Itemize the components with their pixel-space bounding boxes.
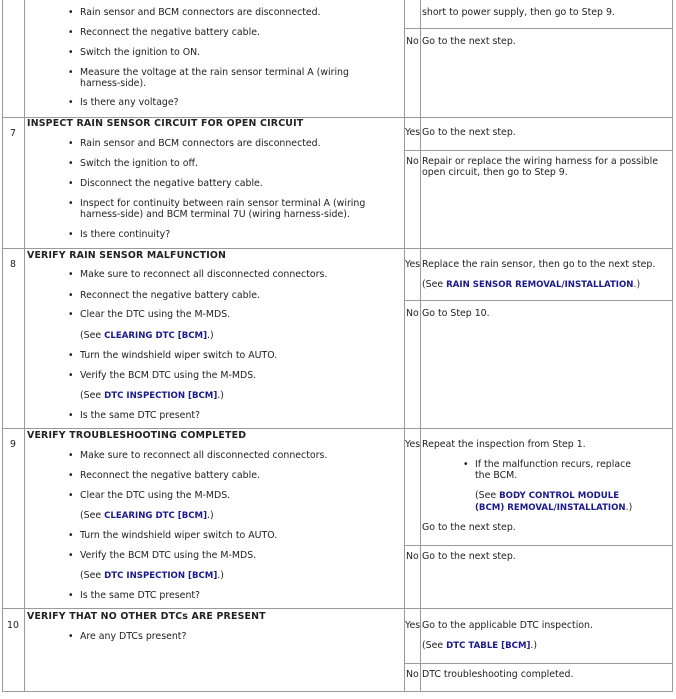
list-item: • Make sure to reconnect all disconnected connectors. (80, 269, 327, 280)
row-divider (2, 428, 673, 429)
yes-result: Repeat the inspection from Step 1. (422, 439, 586, 450)
see-reference: (See DTC TABLE [BCM].) (422, 640, 538, 651)
list-item: • Measure the voltage at the rain sensor terminal A (wiring (80, 67, 349, 78)
row-divider (2, 608, 673, 609)
row-divider (2, 248, 673, 249)
list-item: • Rain sensor and BCM connectors are disconnected. (80, 7, 321, 18)
list-item: • Clear the DTC using the M-MDS. (80, 309, 230, 320)
list-item: • Clear the DTC using the M-MDS. (80, 490, 230, 501)
list-item-continuation: harness-side). (80, 78, 147, 89)
list-item: • If the malfunction recurs, replace (475, 459, 631, 470)
list-item: • Reconnect the negative battery cable. (80, 27, 260, 38)
list-item: • Rain sensor and BCM connectors are disconnected. (80, 138, 321, 149)
no-result: Repair or replace the wiring harness for a possible (422, 156, 658, 167)
list-item: • Make sure to reconnect all disconnected connectors. (80, 450, 327, 461)
list-item: • Reconnect the negative battery cable. (80, 470, 260, 481)
column-divider-yesno (420, 0, 421, 692)
see-reference-continuation: (BCM) REMOVAL/INSTALLATION.) (475, 502, 633, 513)
list-item: • Reconnect the negative battery cable. (80, 290, 260, 301)
no-label: No (406, 156, 419, 167)
dtc-table-link[interactable]: DTC TABLE [BCM] (446, 641, 531, 651)
see-reference: (See DTC INSPECTION [BCM].) (80, 570, 224, 581)
dtc-inspection-link[interactable]: DTC INSPECTION [BCM] (104, 391, 218, 401)
list-item: • Is the same DTC present? (80, 590, 200, 601)
no-label: No (406, 308, 419, 319)
step-number: 8 (10, 259, 16, 270)
rain-sensor-removal-link[interactable]: RAIN SENSOR REMOVAL/INSTALLATION (446, 280, 634, 290)
list-item: • Is the same DTC present? (80, 410, 200, 421)
clearing-dtc-link[interactable]: CLEARING DTC [BCM] (104, 511, 208, 521)
yes-label: Yes (405, 620, 421, 631)
list-item: • Turn the windshield wiper switch to AUTO. (80, 350, 277, 361)
list-item: • Verify the BCM DTC using the M-MDS. (80, 550, 256, 561)
list-item: • Is there continuity? (80, 229, 170, 240)
step-title: VERIFY TROUBLESHOOTING COMPLETED (27, 430, 247, 441)
table-border-bottom (2, 691, 673, 692)
yes-result: Go to the next step. (422, 127, 516, 138)
see-reference: (See CLEARING DTC [BCM].) (80, 510, 214, 521)
yes-label: Yes (405, 439, 421, 450)
step-number: 9 (10, 439, 16, 450)
list-item: • Inspect for continuity between rain sensor terminal A (wiring (80, 198, 365, 209)
yes-label: Yes (405, 127, 421, 138)
table-border-left (2, 0, 3, 692)
no-result: DTC troubleshooting completed. (422, 669, 574, 680)
clearing-dtc-link[interactable]: CLEARING DTC [BCM] (104, 331, 208, 341)
yes-result: short to power supply, then go to Step 9. (422, 7, 615, 18)
no-result: Go to the next step. (422, 551, 516, 562)
list-item: • Verify the BCM DTC using the M-MDS. (80, 370, 256, 381)
yes-result: Replace the rain sensor, then go to the next step. (422, 259, 656, 270)
no-label: No (406, 551, 419, 562)
list-item: • Switch the ignition to off. (80, 158, 198, 169)
result-divider (404, 150, 673, 151)
yes-label: Yes (405, 259, 421, 270)
list-item: • Turn the windshield wiper switch to AUTO. (80, 530, 277, 541)
bcm-removal-link[interactable]: BODY CONTROL MODULE (499, 491, 620, 501)
table-border-right (672, 0, 673, 692)
see-reference: (See RAIN SENSOR REMOVAL/INSTALLATION.) (422, 279, 641, 290)
list-item: • Disconnect the negative battery cable. (80, 178, 263, 189)
list-item: • Is there any voltage? (80, 97, 179, 108)
result-divider (404, 545, 673, 546)
step-title: INSPECT RAIN SENSOR CIRCUIT FOR OPEN CIRCUIT (27, 118, 304, 129)
yes-result: Go to the applicable DTC inspection. (422, 620, 593, 631)
bcm-removal-link[interactable]: (BCM) REMOVAL/INSTALLATION (475, 503, 626, 513)
see-reference: (See CLEARING DTC [BCM].) (80, 330, 214, 341)
dtc-inspection-link[interactable]: DTC INSPECTION [BCM] (104, 571, 218, 581)
list-item-continuation: harness-side) and BCM terminal 7U (wiring harness-side). (80, 209, 350, 220)
result-divider (404, 663, 673, 664)
yes-result-after: Go to the next step. (422, 522, 516, 533)
step-title: VERIFY THAT NO OTHER DTCs ARE PRESENT (27, 611, 266, 622)
see-reference: (See BODY CONTROL MODULE (475, 490, 620, 501)
list-item: • Are any DTCs present? (80, 631, 186, 642)
no-label: No (406, 669, 419, 680)
column-divider-number (24, 0, 25, 692)
see-reference: (See DTC INSPECTION [BCM].) (80, 390, 224, 401)
step-number: 10 (7, 620, 19, 631)
no-result-continuation: open circuit, then go to Step 9. (422, 167, 568, 178)
step-title: VERIFY RAIN SENSOR MALFUNCTION (27, 250, 227, 261)
column-divider-action (404, 0, 405, 692)
list-item: • Switch the ignition to ON. (80, 47, 200, 58)
result-divider (404, 300, 673, 301)
no-label: No (406, 36, 419, 47)
result-divider (404, 28, 673, 29)
no-result: Go to the next step. (422, 36, 516, 47)
list-item-continuation: the BCM. (475, 470, 518, 481)
no-result: Go to Step 10. (422, 308, 490, 319)
step-number: 7 (10, 128, 16, 139)
